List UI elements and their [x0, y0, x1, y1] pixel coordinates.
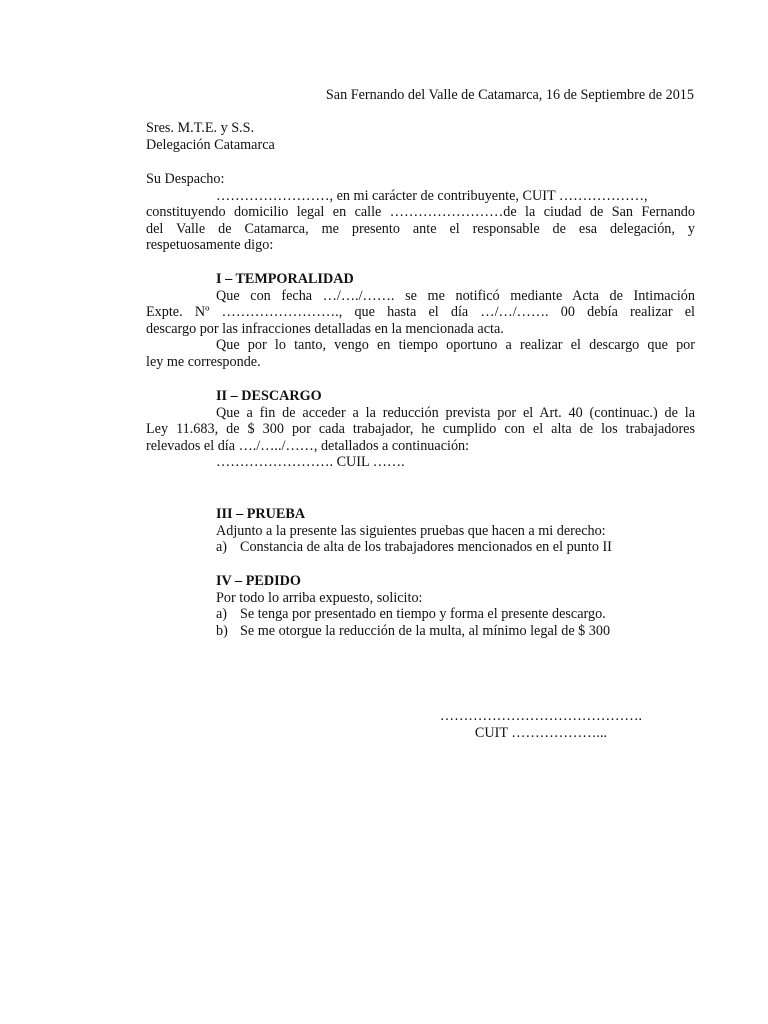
section-heading: II – DESCARGO [216, 388, 322, 404]
section-line: Que con fecha …/…./……. se me notificó mediante Acta de Intimación [216, 287, 695, 304]
list-marker: a) [216, 606, 228, 622]
section-line: Adjunto a la presente las siguientes pruebas que hacen a mi derecho: [216, 522, 606, 539]
section-prueba [146, 506, 695, 556]
signature-line: ……………………………………. [439, 708, 643, 724]
section-descargo [146, 388, 695, 471]
list-item [146, 606, 695, 623]
list-marker: a) [216, 539, 228, 555]
intro-paragraph [146, 171, 695, 254]
list-item-text: Se me otorgue la reducción de la multa, al mínimo legal de $ 300 [240, 622, 611, 639]
signature-cuit: CUIT ………………... [474, 724, 608, 741]
section-line: descargo por las infracciones detalladas en la mencionada acta. [146, 320, 504, 337]
intro-line-4: respetuosamente digo: [146, 237, 274, 253]
section-line: relevados el día …./…../……, detallados a continuación: [146, 437, 470, 454]
section-pedido [146, 573, 695, 639]
section-line: ley me corresponde. [146, 353, 261, 370]
section-line: Por todo lo arriba expuesto, solicito: [216, 589, 423, 606]
intro-line-1: ……………………, en mi carácter de contribuyente, CUIT ………………, [216, 187, 648, 204]
greeting: Su Despacho: [146, 171, 225, 187]
list-item [146, 539, 695, 556]
list-item [146, 623, 695, 640]
list-item-text: Constancia de alta de los trabajadores mencionados en el punto II [240, 539, 612, 555]
section-temporalidad [146, 271, 695, 370]
intro-line-2: constituyendo domicilio legal en calle ……………………de la ciudad de San Fernando [146, 204, 695, 220]
section-heading: I – TEMPORALIDAD [216, 271, 354, 287]
section-heading: IV – PEDIDO [216, 573, 301, 589]
intro-line-3: del Valle de Catamarca, me presento ante el responsable de esa delegación, y [146, 220, 695, 237]
section-line: ……………………. CUIL ……. [216, 454, 405, 470]
section-line: Ley 11.683, de $ 300 por cada trabajador, he cumplido con el alta de los trabajadores [146, 421, 695, 437]
section-line: Que por lo tanto, vengo en tiempo oportuno a realizar el descargo que por [216, 337, 695, 353]
addressee [146, 120, 695, 153]
section-line: Expte. Nº ……………………., que hasta el día …/…/……. 00 debía realizar el [146, 304, 695, 320]
addressee-line-1: Sres. M.T.E. y S.S. [146, 120, 255, 136]
signature-block [400, 708, 682, 741]
date-line: San Fernando del Valle de Catamarca, 16 de Septiembre de 2015 [325, 87, 694, 103]
section-line: Que a fin de acceder a la reducción prevista por el Art. 40 (continuac.) de la [216, 404, 695, 421]
list-item-text: Se tenga por presentado en tiempo y forma el presente descargo. [240, 606, 606, 622]
section-heading: III – PRUEBA [216, 506, 306, 522]
addressee-line-2: Delegación Catamarca [146, 136, 275, 153]
list-marker: b) [216, 622, 228, 639]
